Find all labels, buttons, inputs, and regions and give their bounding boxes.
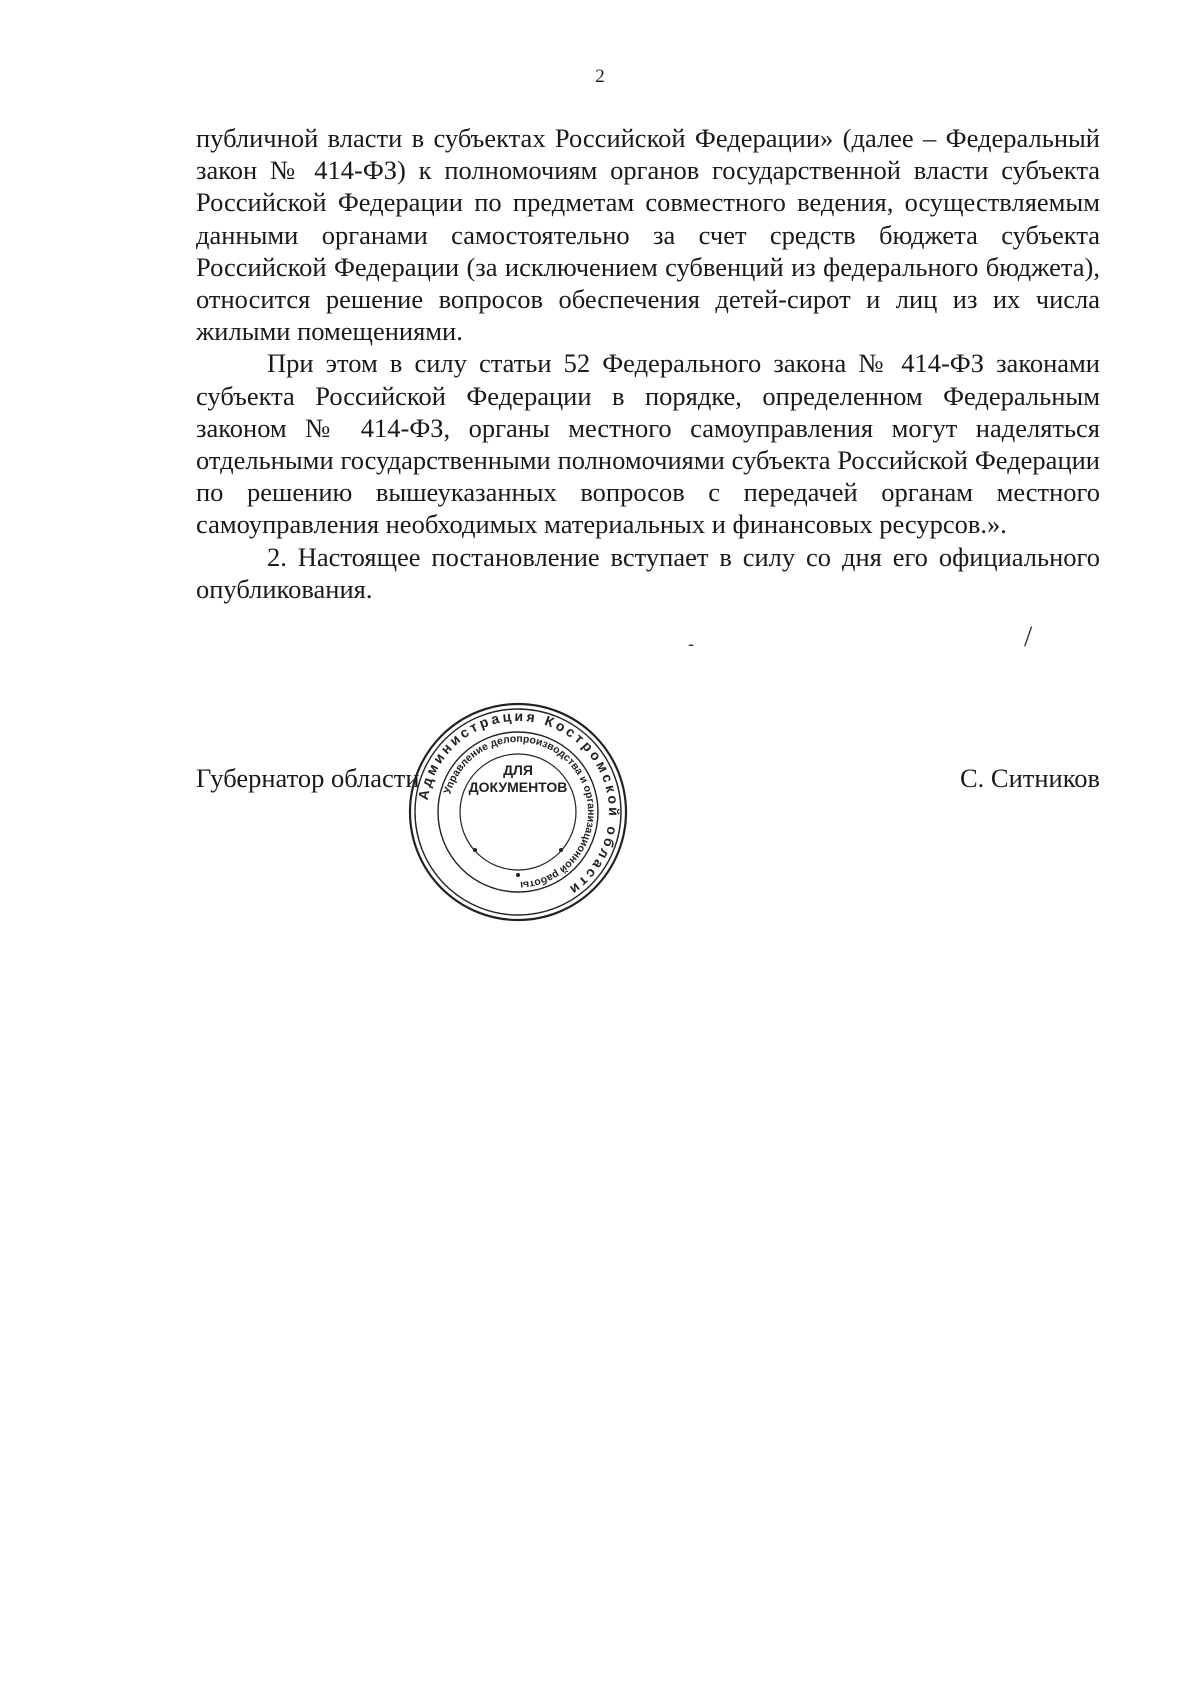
seal-inner-text: Управление делопроизводства и организационной работы — [441, 732, 598, 892]
seal-center-line1: ДЛЯ — [503, 762, 533, 778]
seal-center-line2: ДОКУМЕНТОВ — [468, 779, 568, 795]
svg-text:Управление делопроизводства и — [442, 733, 598, 891]
paragraph-article-52: При этом в силу статьи 52 Федерального закона № 414-ФЗ законами субъекта Российской Федерации в порядке, определенном Федеральным законом № 414-ФЗ, органы местного самоуправления могут наделяться отдельными государственными полномочиями субъекта Российской Федерации по решению вышеуказанных вопросов с передачей органам местного самоуправления необходимых материальных и финансовых ресурсов.». — [196, 348, 1100, 540]
official-seal — [403, 700, 633, 925]
document-body — [196, 122, 1100, 605]
signatory-name: С. Ситников — [959, 763, 1100, 793]
signatory-title: Губернатор области — [196, 763, 420, 793]
stray-dash-mark: - — [688, 634, 694, 654]
paragraph-effective-date: 2. Настоящее постановление вступает в силу со дня его официального опубликования. — [196, 541, 1100, 604]
seal-graphic — [403, 700, 633, 925]
seal-outer-text: Администрация Костромской области — [414, 707, 623, 900]
page-number: 2 — [595, 66, 605, 87]
paragraph-continuation: публичной власти в субъектах Российской Федерации» (далее – Федеральный закон № 414-ФЗ) к полномочиям органов государственной власти субъекта Российской Федерации по предметам совместного ведения, осуществляемым данными органами самостоятельно за счет средств бюджета субъекта Российской Федерации (за исключением субвенций из федерального бюджета), относится решение вопросов обеспечения детей-сирот и лиц из их числа жилыми помещениями. — [196, 123, 1100, 347]
seal-center-text — [453, 762, 583, 796]
stray-slash-mark: / — [1024, 620, 1033, 653]
